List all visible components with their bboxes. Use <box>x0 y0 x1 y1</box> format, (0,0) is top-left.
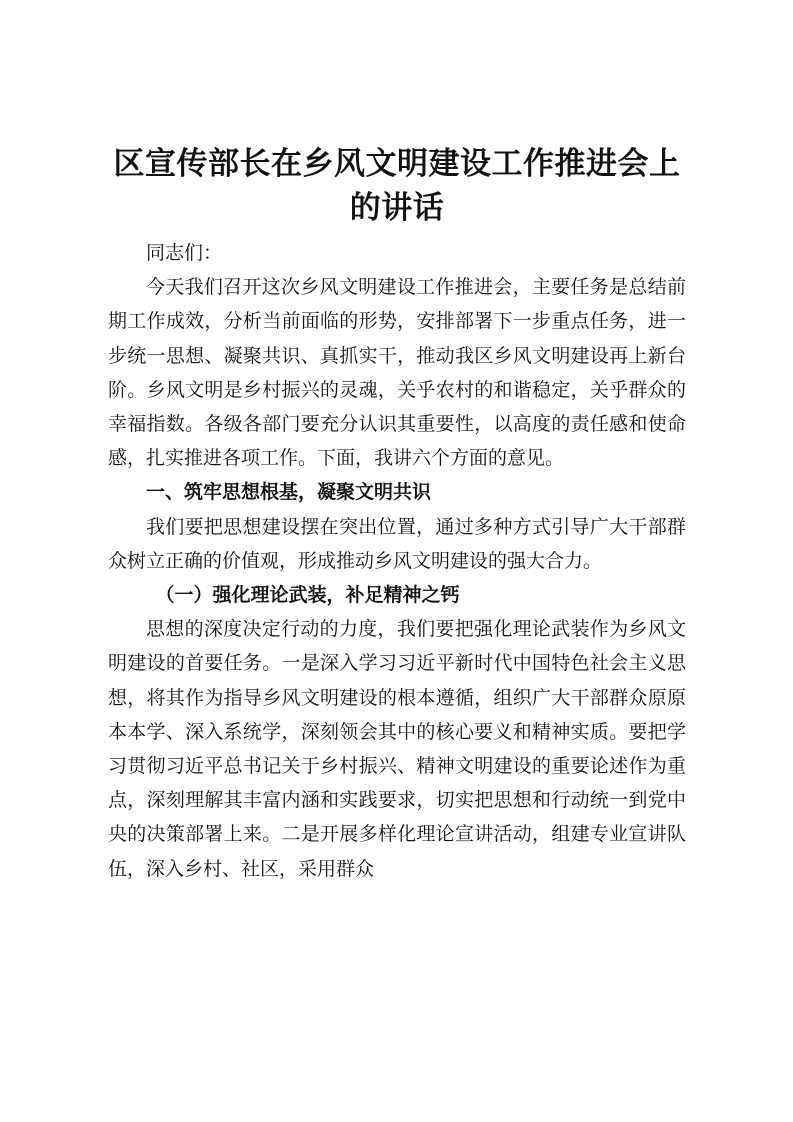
section-1-heading: 一、筑牢思想根基，凝聚文明共识 <box>146 481 432 504</box>
document-body <box>108 142 686 886</box>
intro-paragraph: 今天我们召开这次乡风文明建设工作推进会，主要任务是总结前期工作成效，分析当前面临的形势，安排部署下一步重点任务，进一步统一思想、凝聚共识、真抓实干，推动我区乡风文明建设再上新台阶。乡风文明是乡村振兴的灵魂，关乎农村的和谐稳定，关乎群众的幸福指数。各级各部门要充分认识其重要性，以高度的责任感和使命感，扎实推进各项工作。下面，我讲六个方面的意见。 <box>108 276 686 470</box>
section-1-paragraph: 我们要把思想建设摆在突出位置，通过多种方式引导广大干部群众树立正确的价值观，形成推动乡风文明建设的强大合力。 <box>108 515 686 572</box>
subsection-1-paragraph: 思想的深度决定行动的力度，我们要把强化理论武装作为乡风文明建设的首要任务。一是深入学习习近平新时代中国特色社会主义思想，将其作为指导乡风文明建设的根本遵循，组织广大干部群众原原本本学、深入系统学，深刻领会其中的核心要义和精神实质。要把学习贯彻习近平总书记关于乡村振兴、精神文明建设的重要论述作为重点，深刻理解其丰富内涵和实践要求，切实把思想和行动统一到党中央的决策部署上来。二是开展多样化理论宣讲活动，组建专业宣讲队伍，深入乡村、社区，采用群众 <box>108 618 686 880</box>
subsection-1-heading: （一）强化理论武装，补足精神之钙 <box>155 584 460 607</box>
salutation: 同志们： <box>146 242 223 264</box>
document-title: 区宣传部长在乡风文明建设工作推进会上的讲话 <box>113 146 681 226</box>
